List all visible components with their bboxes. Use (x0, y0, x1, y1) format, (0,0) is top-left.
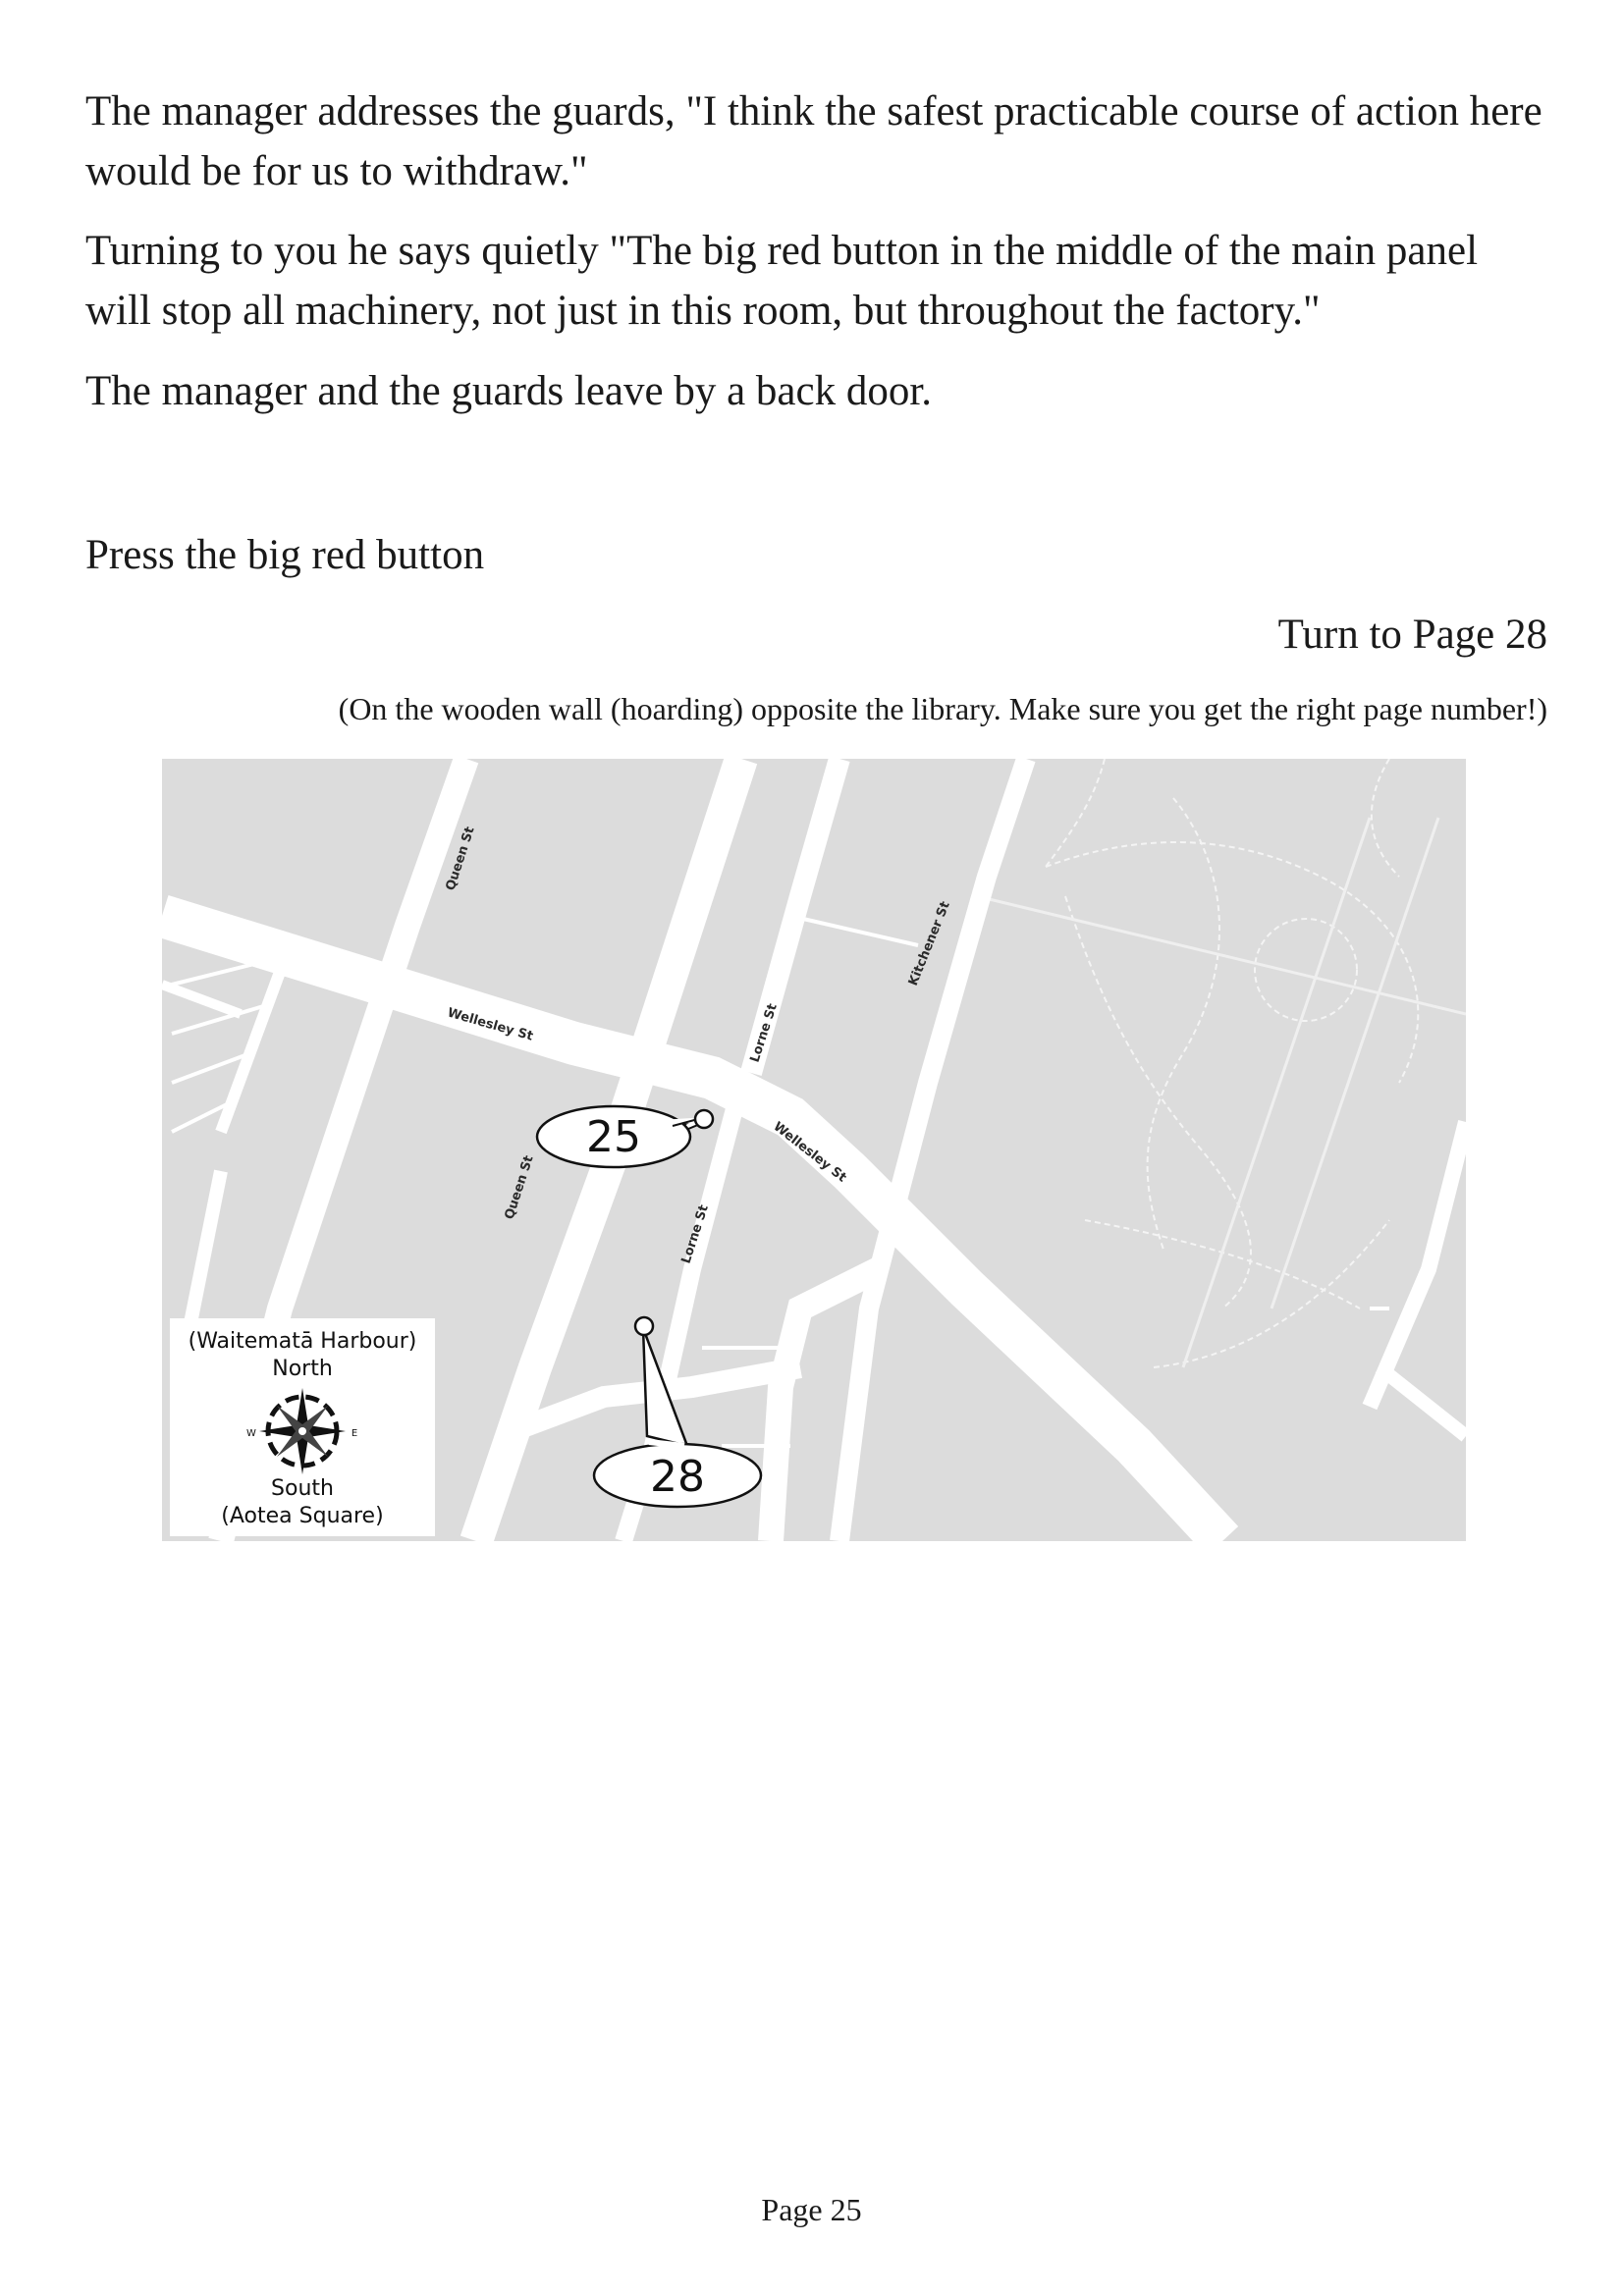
compass-west-label: W (246, 1428, 256, 1439)
compass-east-label: E (351, 1428, 358, 1439)
paragraph-2: Turning to you he says quietly "The big red button in the middle of the main panel will stop all machinery, not just in this room, but throughout the factory." (85, 228, 1479, 334)
compass-north-label: North (272, 1357, 333, 1381)
location-note: (On the wooden wall (hoarding) opposite the library. Make sure you get the right page number!) (338, 691, 1547, 726)
compass-south-label: South (271, 1476, 334, 1501)
compass-north-area: (Waitematā Harbour) (188, 1329, 417, 1354)
compass-south-area: (Aotea Square) (221, 1504, 384, 1528)
street-label-lorne-north: Lorne St (747, 1001, 781, 1065)
street-label-lorne-south: Lorne St (678, 1202, 712, 1266)
page-number: Page 25 (761, 2192, 862, 2227)
street-label-queen-south: Queen St (502, 1153, 537, 1222)
marker-label-28: 28 (650, 1452, 705, 1502)
turn-to-page-link[interactable]: Turn to Page 28 (1277, 612, 1547, 658)
marker-label-25: 25 (586, 1112, 641, 1162)
choice-text: Press the big red button (85, 532, 485, 578)
street-label-wellesley-west: Wellesley St (445, 1005, 535, 1044)
street-label-wellesley-east: Wellesley St (770, 1119, 849, 1186)
street-map (162, 759, 1466, 1541)
street-label-kitchener: Kitchener St (905, 899, 953, 988)
street-label-queen-north: Queen St (443, 825, 478, 893)
compass-legend (170, 1318, 435, 1536)
paragraph-3: The manager and the guards leave by a back door. (85, 368, 933, 414)
paragraph-1: The manager addresses the guards, "I think the safest practicable course of action here would be for us to withdraw." (85, 88, 1542, 194)
